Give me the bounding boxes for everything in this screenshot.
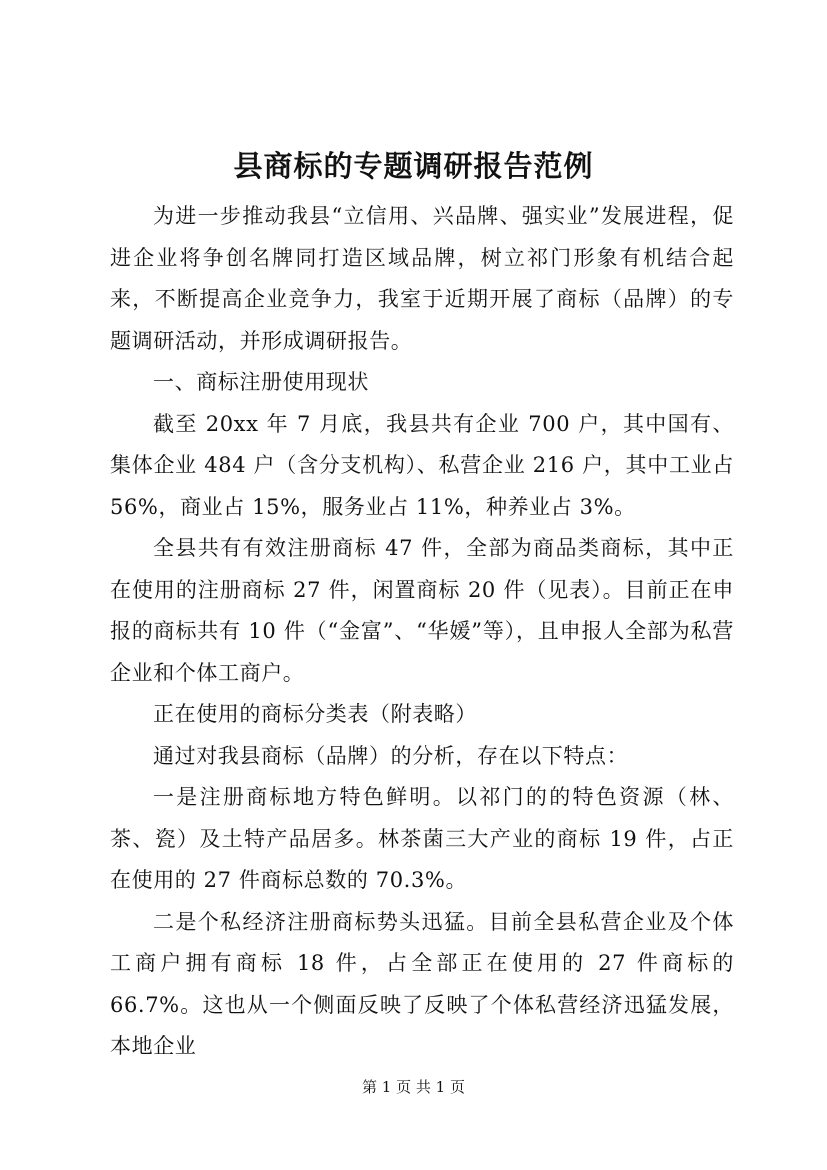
document-title: 县商标的专题调研报告范例: [233, 149, 594, 183]
page-number-footer: 第 1 页 共 1 页: [362, 1078, 465, 1096]
section-heading-1: 一、商标注册使用现状: [153, 370, 369, 394]
paragraph-intro: 为进一步推动我县“立信用、兴品牌、强实业”发展进程，促进企业将争创名牌同打造区域品牌，树立祁门形象有机结合起来，不断提高企业竞争力，我室于近期开展了商标（品牌）的专题调研活动，并形成调研报告。: [110, 204, 734, 353]
paragraph-enterprise-stats: 截至 20xx 年 7 月底，我县共有企业 700 户，其中国有、集体企业 484 户（含分支机构）、私营企业 216 户，其中工业占 56%，商业占 15%，服务业占 11%，种养业占 3%。: [110, 411, 734, 519]
paragraph-trademark-stats: 全县共有有效注册商标 47 件，全部为商品类商标，其中正在使用的注册商标 27 件，闲置商标 20 件（见表）。目前正在申报的商标共有 10 件（“金富”、“华媛”等），且申报人全部为私营企业和个体工商户。: [110, 536, 734, 685]
paragraph-analysis-intro: 通过对我县商标（品牌）的分析，存在以下特点：: [153, 743, 629, 768]
document-body: [110, 196, 734, 1068]
paragraph-feature-1: 一是注册商标地方特色鲜明。以祁门的的特色资源（林、茶、瓷）及土特产品居多。林茶菌三大产业的商标 19 件，占正在使用的 27 件商标总数的 70.3%。: [110, 785, 734, 892]
paragraph-feature-2: 二是个私经济注册商标势头迅猛。目前全县私营企业及个体工商户拥有商标 18 件，占全部正在使用的 27 件商标的 66.7%。这也从一个侧面反映了反映了个体私营经济迅猛发展，本地企业: [110, 909, 734, 1058]
paragraph-table-note: 正在使用的商标分类表（附表略）: [153, 702, 477, 726]
